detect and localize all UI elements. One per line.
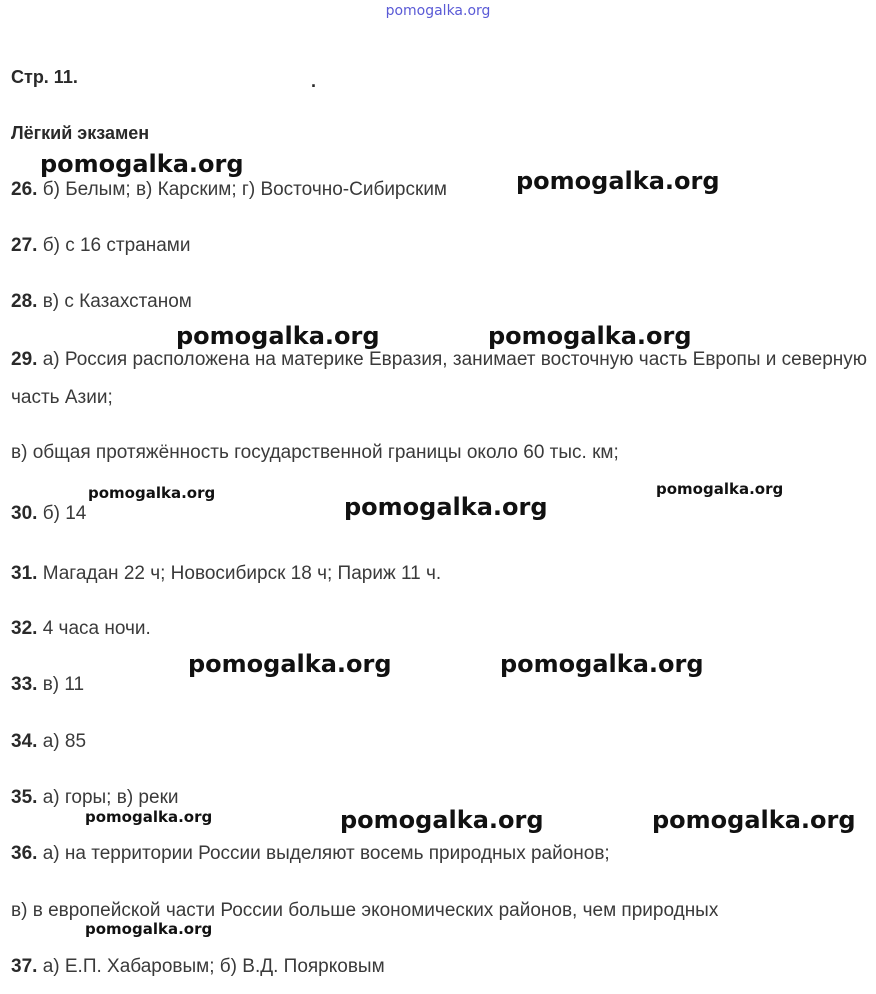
answer-29-extra: в) общая протяжённость государственной границы около 60 тыс. км; xyxy=(11,442,619,463)
answer-text: в) с Казахстаном xyxy=(37,291,192,312)
watermark: pomogalka.org xyxy=(188,650,392,678)
answer-text: а) горы; в) реки xyxy=(37,787,179,808)
answer-number: 34. xyxy=(11,731,38,752)
answer-text: а) Е.П. Хабаровым; б) В.Д. Поярковым xyxy=(37,956,385,977)
answer-text: б) 14 xyxy=(37,503,87,524)
page-ref-dot: . xyxy=(311,71,317,91)
page-reference xyxy=(11,67,78,88)
answer-text: а) на территории России выделяют восемь природных районов; xyxy=(37,843,610,864)
answer-number: 31. xyxy=(11,563,38,584)
watermark: pomogalka.org xyxy=(488,322,692,350)
answer-text: а) 85 xyxy=(37,731,87,752)
answer-number: 30. xyxy=(11,503,38,524)
answer-36-extra: в) в европейской части России больше экономических районов, чем природных xyxy=(11,900,719,921)
answer-34 xyxy=(11,731,86,753)
answer-31 xyxy=(11,563,441,585)
answer-30 xyxy=(11,503,86,525)
watermark: pomogalka.org xyxy=(516,167,720,195)
answer-37 xyxy=(11,956,385,978)
watermark: pomogalka.org xyxy=(176,322,380,350)
answer-26 xyxy=(11,179,447,201)
answer-text: Магадан 22 ч; Новосибирск 18 ч; Париж 11 ч. xyxy=(37,563,442,584)
answer-number: 37. xyxy=(11,956,38,977)
answer-text: в) 11 xyxy=(37,674,85,695)
answer-number: 26. xyxy=(11,179,38,200)
watermark: pomogalka.org xyxy=(344,493,548,521)
section-title: Лёгкий экзамен xyxy=(11,123,150,143)
answer-text: 4 часа ночи. xyxy=(37,618,151,639)
answer-text: б) с 16 странами xyxy=(37,235,191,256)
answer-number: 27. xyxy=(11,235,38,256)
watermark: pomogalka.org xyxy=(85,808,213,826)
watermark: pomogalka.org xyxy=(340,806,544,834)
answer-36 xyxy=(11,843,610,865)
answer-29 xyxy=(11,341,867,417)
watermark: pomogalka.org xyxy=(652,806,856,834)
answer-text: а) Россия расположена на материке Евразия, занимает восточную часть Европы и северную часть Азии; xyxy=(11,349,867,408)
answer-number: 28. xyxy=(11,291,38,312)
site-link[interactable]: pomogalka.org xyxy=(385,3,491,19)
answer-number: 32. xyxy=(11,618,38,639)
watermark: pomogalka.org xyxy=(656,480,784,498)
answer-number: 29. xyxy=(11,349,38,370)
answer-32 xyxy=(11,618,151,640)
answer-number: 33. xyxy=(11,674,38,695)
watermark: pomogalka.org xyxy=(500,650,704,678)
answer-number: 36. xyxy=(11,843,38,864)
watermark: pomogalka.org xyxy=(85,920,213,938)
watermark: pomogalka.org xyxy=(88,484,216,502)
answer-35 xyxy=(11,787,179,809)
answer-33 xyxy=(11,674,84,696)
answer-text: б) Белым; в) Карским; г) Восточно-Сибирским xyxy=(37,179,447,200)
watermark: pomogalka.org xyxy=(40,150,244,178)
answer-28 xyxy=(11,291,192,313)
page-ref-text: Стр. 11. xyxy=(11,67,78,87)
answer-27 xyxy=(11,235,190,257)
answer-number: 35. xyxy=(11,787,38,808)
